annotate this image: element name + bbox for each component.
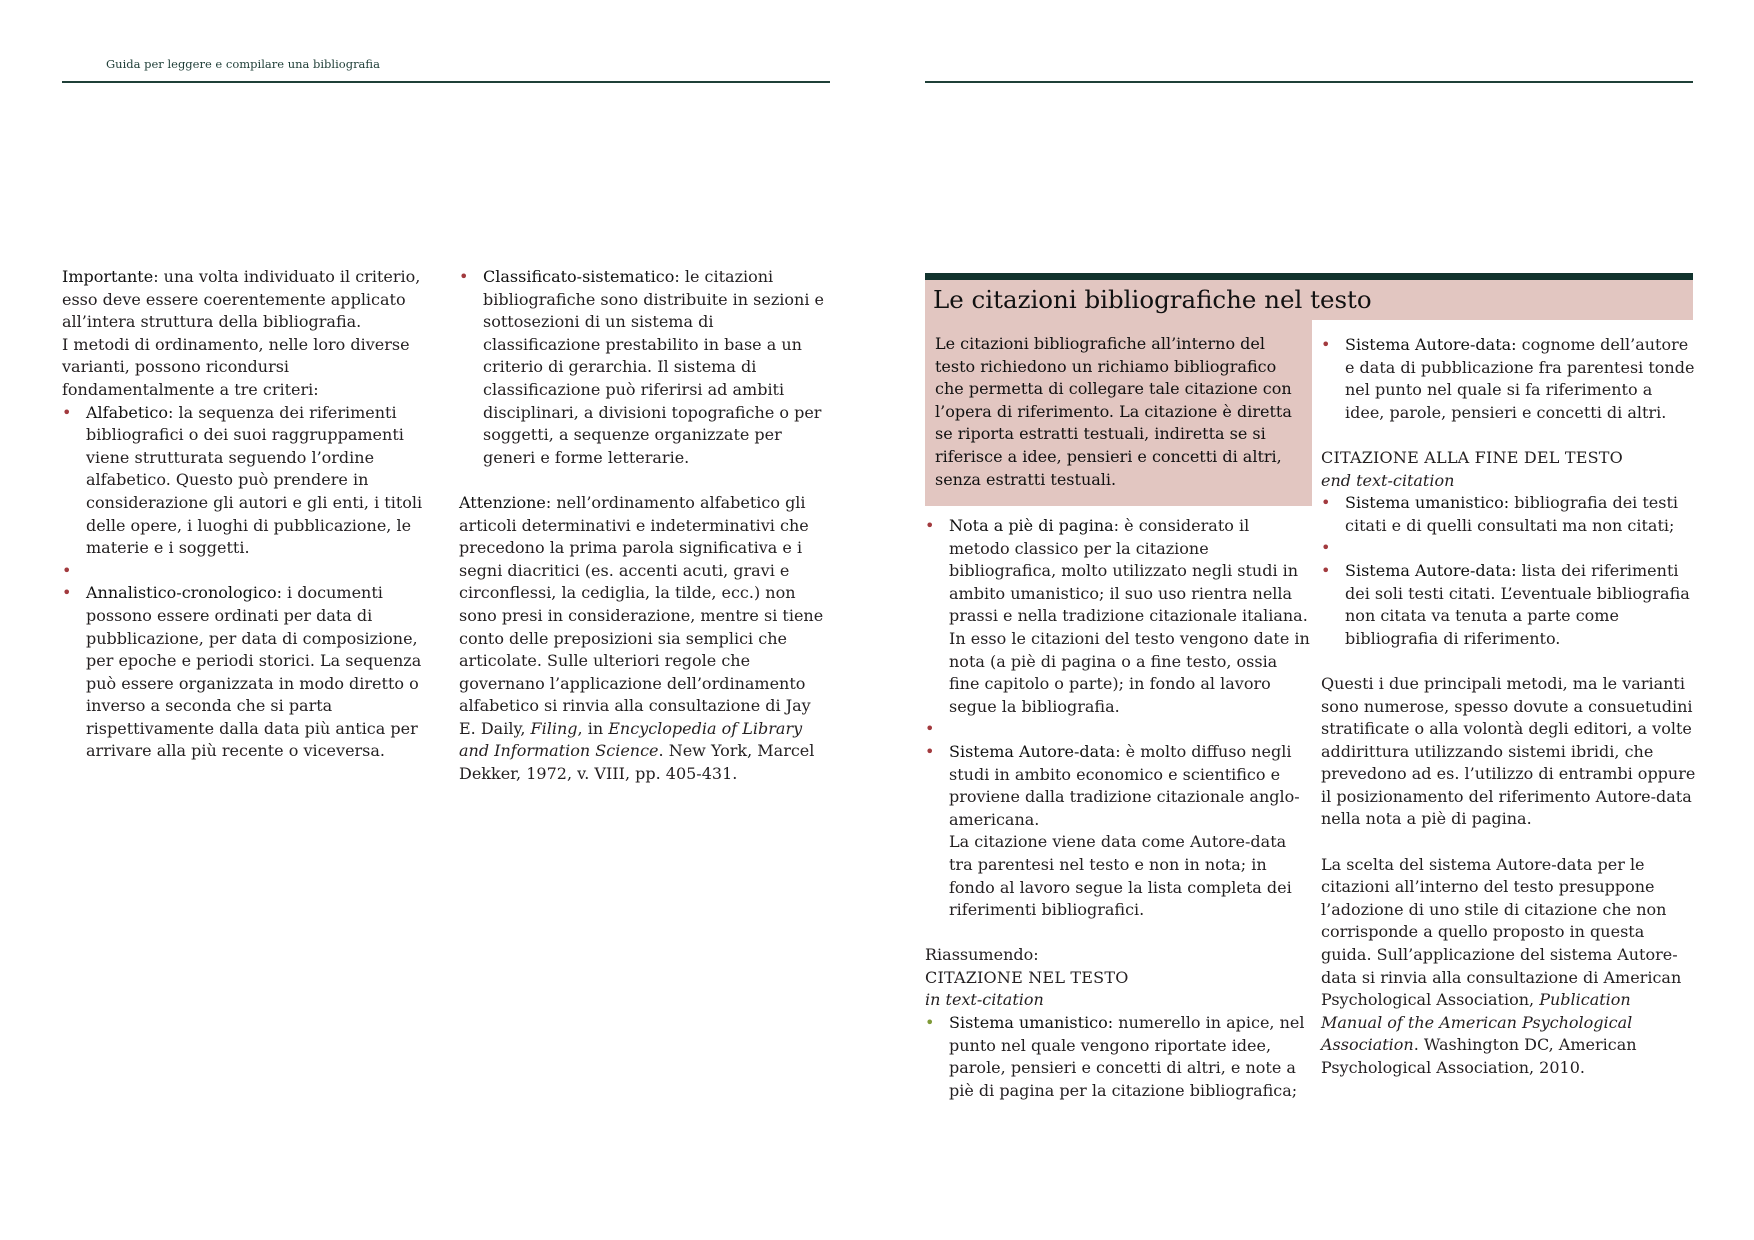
autore-data-paragraph: [1321, 854, 1696, 1080]
varianti-paragraph: Questi i due principali metodi, ma le varianti sono numerose, spesso dovute a consuetudini stratificate o alla volontà degli editori, a volte addirittura utilizzando sistemi ibridi, che prevedono ad es. l’utilizzo di entrambi oppure il posizionamento del riferimento Autore-data nella nota a piè di pagina.: [1321, 673, 1696, 829]
spacer: [1321, 424, 1696, 447]
item-text: : è considerato il metodo classico per la citazione bibliografica, molto utilizzato negli studi in ambito umanistico; il suo uso rientra nella prassi e nella tradizione citazionale italiana. In esso le citazioni del testo vengono date in nota (a piè di pagina o a fine testo, ossia fine capitolo o parte); in fondo al lavoro segue la bibliografia.: [949, 516, 1310, 716]
spacer: [925, 718, 1310, 741]
para2-text: La scelta del sistema Autore-data per le citazioni all’interno del testo presuppone l’adozione di uno stile di citazione che non corrisponde a quello proposto in questa guida. Sull’applicazione del sistema Autore-data si rinvia alla consultazione di American Psychological Association,: [1321, 854, 1682, 1010]
end-citation-heading: CITAZIONE ALLA FINE DEL TESTO: [1321, 447, 1623, 467]
section-title: Le citazioni bibliografiche nel testo: [933, 285, 1372, 314]
spacer: [1321, 650, 1696, 673]
list-item: [62, 582, 424, 763]
list-item: [1321, 560, 1696, 650]
item-text: lista dei riferimenti dei soli testi citati. L’eventuale bibliografia non citata va tenuta a parte come bibliografia di riferimento.: [1345, 560, 1690, 648]
title-top-bar: [925, 273, 1693, 280]
apa-manual-title: Publication Manual of the American Psychological Association: [1321, 990, 1633, 1055]
para2-end: . Washington DC, American Psychological Association, 2010.: [1321, 1035, 1637, 1077]
left-column-1: [62, 266, 424, 763]
methods-list: [925, 515, 1310, 922]
item-term: Sistema Autore-data:: [1345, 560, 1517, 580]
attenzione-label: Attenzione: [459, 492, 546, 512]
spacer: [62, 560, 424, 583]
end-citation-subheading: [1321, 470, 1696, 493]
ref-title-encyclopedia: Encyclopedia of Library and Information Science: [459, 718, 803, 761]
metodi-paragraph: I metodi di ordinamento, nelle loro diverse varianti, possono ricondursi fondamentalmente a tre criteri:: [62, 334, 410, 399]
item-term: Sistema Autore-data:: [1345, 335, 1517, 354]
item-term: Sistema umanistico:: [949, 1013, 1114, 1033]
item-text: : è molto diffuso negli studi in ambito economico e scientifico e proviene dalla tradizione citazionale anglo-americana.: [949, 741, 1300, 829]
list-item: [62, 402, 424, 560]
right-column-2: [1321, 334, 1696, 1080]
end-citation-list: [1321, 492, 1696, 650]
summary-list-cont: [1321, 334, 1696, 424]
ref-title-filing: Filing: [530, 718, 578, 738]
summary-heading: CITAZIONE NEL TESTO: [925, 967, 1129, 987]
item-term: Classificato-sistematico: [483, 267, 675, 286]
left-column-2: [459, 266, 831, 786]
item-text: : i documenti possono essere ordinati per data di pubblicazione, per data di composizione, per epoche e periodi storici. La sequenza può essere organizzata in modo diretto o inverso a seconda che si parta rispettivamente dalla data più antica per arrivare alla più recente o viceversa.: [86, 583, 422, 761]
title-bar: [925, 280, 1693, 320]
item-text: : la sequenza dei riferimenti bibliografici o dei suoi raggruppamenti viene strutturata seguendo l’ordine alfabetico. Questo può prendere in considerazione gli autori e gli enti, i titoli delle opere, i luoghi di pubblicazione, le materie e i soggetti.: [86, 402, 423, 558]
summary-list: [925, 1012, 1310, 1102]
criteria-list-cont: [459, 266, 831, 469]
end-citation-subheading-text: end text-citation: [1321, 470, 1455, 490]
list-item: [1321, 492, 1696, 537]
item-term: Sistema umanistico:: [1345, 493, 1510, 513]
list-item: [1321, 334, 1696, 424]
spacer: [1321, 537, 1696, 560]
header-rule-right: [925, 81, 1693, 83]
right-column-1: [925, 515, 1310, 1102]
list-item: [925, 741, 1310, 922]
importante-paragraph: [62, 266, 424, 334]
ref-mid: , in: [577, 718, 609, 738]
summary-subheading: [925, 989, 1310, 1012]
running-head: Guida per leggere e compilare una bibliografia: [106, 57, 380, 71]
spacer: [925, 922, 1310, 945]
item-term: Sistema Autore-data: [949, 741, 1116, 761]
list-item: [925, 1012, 1310, 1102]
criteria-list: [62, 402, 424, 764]
item-term: Alfabetico: [86, 402, 168, 422]
item-term: Nota a piè di pagina: [949, 516, 1114, 535]
ref-end: . New York, Marcel Dekker, 1972, v. VIII, pp. 405-431.: [459, 741, 815, 784]
intro-text: Le citazioni bibliografiche all’interno del testo richiedono un richiamo bibliografico che permetta di collegare tale citazione con l’opera di riferimento. La citazione è diretta se riporta estratti testuali, indiretta se si riferisce a idee, pensieri e concetti di altri, senza estratti testuali.: [935, 334, 1292, 489]
item-text-2: La citazione viene data come Autore-data tra parentesi nel testo e non in nota; in fondo al lavoro segue la lista completa dei riferimenti bibliografici.: [949, 832, 1292, 920]
riassumendo-label: Riassumendo:: [925, 945, 1039, 965]
summary-subheading-text: in text-citation: [925, 990, 1044, 1010]
spacer: [459, 469, 831, 492]
list-item: [925, 515, 1310, 718]
item-text: : le citazioni bibliografiche sono distribuite in sezioni e sottosezioni di un sistema di classificazione prestabilito in base a un criterio di gerarchia. Il sistema di classificazione può riferirsi ad ambiti disciplinari, a divisioni topografiche o per soggetti, a sequenze organizzate per generi e forme letterarie.: [483, 267, 825, 467]
item-text: cognome dell’autore e data di pubblicazione fra parentesi tonde nel punto nel quale si fa riferimento a idee, parole, pensieri e concetti di altri.: [1345, 335, 1695, 422]
intro-box: [925, 320, 1312, 506]
item-text: numerello in apice, nel punto nel quale vengono riportate idee, parole, pensieri e concetti di altri, e note a piè di pagina per la citazione bibliografica;: [949, 1013, 1305, 1100]
item-text: bibliografia dei testi citati e di quelli consultati ma non citati;: [1345, 493, 1679, 535]
spacer: [1321, 831, 1696, 854]
attenzione-paragraph: [459, 492, 831, 786]
item-term: Annalistico-cronologico: [86, 583, 277, 603]
importante-text: : una volta individuato il criterio, esso deve essere coerentemente applicato all’intera struttura della bibliografia.: [62, 267, 421, 332]
header-rule-left: [62, 81, 830, 83]
attenzione-text: : nell’ordinamento alfabetico gli articoli determinativi e indeterminativi che precedono la prima parola significativa e i segni diacritici (es. accenti acuti, gravi e circonflessi, la cediglia, la tilde, ecc.) non sono presi in considerazione, mentre si tiene conto delle preposizioni sia semplici che articolate. Sulle ulteriori regole che governano l’applicazione dell’ordinamento alfabetico si rinvia alla consultazione di Jay E. Daily,: [459, 492, 824, 738]
list-item: [459, 266, 831, 469]
importante-label: Importante: [62, 267, 154, 286]
